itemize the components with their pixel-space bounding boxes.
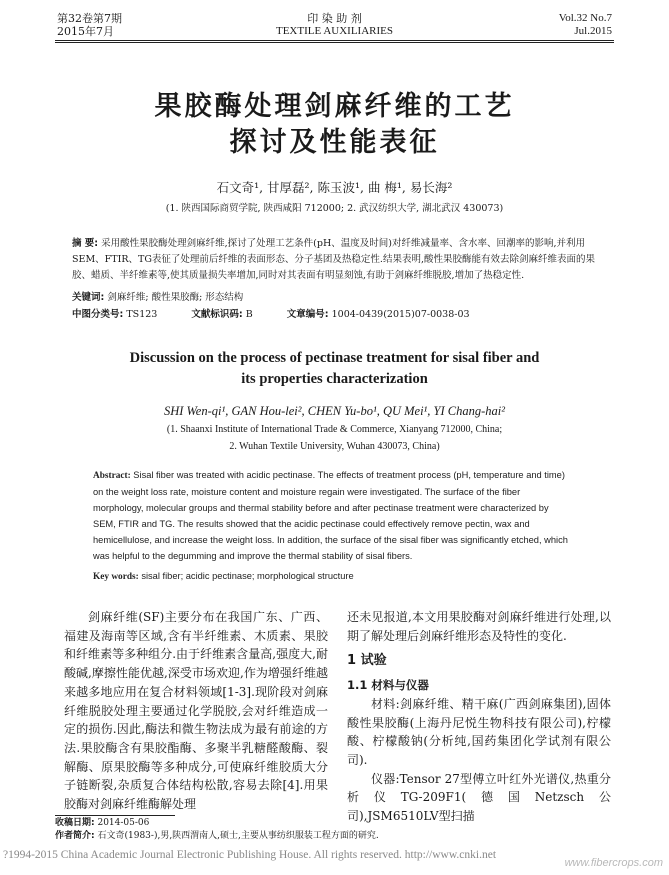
doc-code-value: B bbox=[245, 309, 253, 320]
author-bio-label: 作者简介: bbox=[55, 831, 95, 841]
received-date: 2014-05-06 bbox=[97, 818, 150, 828]
watermark-url: www.fibercrops.com bbox=[564, 857, 663, 869]
keywords-en bbox=[93, 568, 573, 585]
section-1-1-heading: 1.1 材料与仪器 bbox=[347, 678, 429, 693]
cls-label: 中图分类号: bbox=[72, 309, 124, 320]
abstract-en bbox=[93, 467, 573, 564]
classification-line bbox=[72, 307, 597, 323]
received-label: 收稿日期: bbox=[55, 818, 95, 828]
affiliation-en-2: 2. Wuhan Textile University, Wuhan 430073, China) bbox=[229, 441, 440, 452]
header-rule bbox=[55, 40, 614, 41]
keywords-en-text: sisal fiber; acidic pectinase; morphological structure bbox=[141, 571, 354, 581]
title-cn-line2: 探讨及性能表征 bbox=[229, 127, 440, 158]
copyright-line: ?1994-2015 China Academic Journal Electronic Publishing House. All rights reserved. http://www.cnki.net bbox=[3, 849, 497, 861]
section-1-heading: 1 试验 bbox=[347, 653, 387, 669]
title-cn-line1: 果胶酶处理剑麻纤维的工艺 bbox=[154, 91, 515, 122]
abstract-en-text: Sisal fiber was treated with acidic pectinase. The effects of treatment process (pH, temperature and time) on the weight loss rate, moisture content and moisture regain were investigated. The surface of the fiber morphology, molecular groups and thermal stability before and after pectinase treatment were characterized by SEM, FTIR and TG. The results showed that the acidic pectinase could effectively remove pectin, wax and hemicellulose, and increase the weight loss. In addition, the surface of the sisal fiber was significantly etched, which was helpful to the degumming and improve the thermal stability of sisal fibers. bbox=[93, 470, 568, 561]
instruments-paragraph: 仪器:Tensor 27型傅立叶红外光谱仪,热重分析仪TG-209F1(德国Netzsch公司),JSM6510LV型扫描 bbox=[347, 771, 611, 824]
header-journal-en: TEXTILE AUXILIARIES bbox=[275, 25, 393, 37]
abstract-en-label: Abstract: bbox=[93, 471, 131, 481]
affiliations-cn: (1. 陕西国际商贸学院, 陕西咸阳 712000; 2. 武汉纺织大学, 湖北武汉 430073) bbox=[165, 203, 504, 214]
header-volume-en: Vol.32 No.7 bbox=[558, 12, 612, 24]
body-left-column bbox=[64, 608, 328, 814]
header-rule-thin bbox=[55, 42, 614, 43]
article-no-label: 文章编号: bbox=[286, 309, 329, 320]
article-no-value: 1004-0439(2015)07-0038-03 bbox=[331, 309, 470, 320]
keywords-cn-label: 关键词: bbox=[72, 292, 105, 303]
keywords-en-label: Key words: bbox=[93, 572, 139, 582]
author-bio-text: 石文奇(1983-),男,陕西渭南人,硕士,主要从事纺织服装工程方面的研究. bbox=[97, 831, 379, 841]
header-date-cn: 2015年7月 bbox=[57, 25, 114, 38]
authors-en: SHI Wen-qi¹, GAN Hou-lei², CHEN Yu-bo¹, QU Mei¹, YI Chang-hai² bbox=[163, 404, 506, 418]
abstract-cn-text: 采用酸性果胶酶处理剑麻纤维,探讨了处理工艺条件(pH、温度及时间)对纤维减量率、含水率、回潮率的影响,并利用SEM、FTIR、TG表征了处理前后纤维的表面形态、分子基团及热稳定性.结果表明,酸性果胶酶能有效去除剑麻纤维表面的果胶、蜡质、半纤维素等,使其质量损失率增加,同时对其表面有明显刻蚀,有助于剑麻纤维脱胶,增加了热稳定性. bbox=[72, 238, 595, 281]
footnote-author bbox=[55, 830, 379, 843]
keywords-cn bbox=[72, 290, 597, 306]
authors-cn: 石文奇¹, 甘厚磊², 陈玉波¹, 曲 梅¹, 易长海² bbox=[216, 180, 453, 195]
cls-value: TS123 bbox=[126, 309, 158, 320]
materials-paragraph: 材料:剑麻纤维、精干麻(广西剑麻集团),固体酸性果胶酶(上海丹尼悦生物科技有限公司),柠檬酸、柠檬酸钠(分析纯,国药集团化学试剂有限公司). bbox=[347, 696, 611, 767]
abstract-cn bbox=[72, 236, 597, 284]
header-journal-cn: 印 染 助 剂 bbox=[307, 12, 362, 25]
footnote-rule bbox=[55, 815, 175, 816]
title-en-line1: Discussion on the process of pectinase treatment for sisal fiber and bbox=[129, 350, 540, 366]
title-en-line2: its properties characterization bbox=[241, 371, 428, 387]
footnote-received bbox=[55, 817, 149, 830]
keywords-cn-text: 剑麻纤维; 酸性果胶酶; 形态结构 bbox=[107, 292, 244, 303]
affiliation-en-1: (1. Shaanxi Institute of International Trade & Commerce, Xianyang 712000, China; bbox=[166, 424, 503, 435]
body-right-column bbox=[347, 608, 611, 826]
intro-paragraph-cont: 还未见报道,本文用果胶酶对剑麻纤维进行处理,以期了解处理后剑麻纤维形态及特性的变化. bbox=[347, 610, 611, 643]
header-volume-cn: 第32卷第7期 bbox=[57, 12, 122, 25]
intro-paragraph: 剑麻纤维(SF)主要分布在我国广东、广西、福建及海南等区域,含有半纤维素、木质素、果胶和纤维素等多种组分.由于纤维素含量高,强度大,耐酸碱,摩擦性能优越,深受市场欢迎,作为增强纤维越来越多地应用在复合材料领域[1-3].现阶段对剑麻纤维脱胶处理主要通过化学脱胶,会对纤维造成一定的损伤.因此,酶法和微生物法成为最有前途的方法.果胶酶含有果胶酯酶、多聚半乳糖醛酸酶、裂解酶、原果胶酶等多种成分,可使麻纤维胶质大分子链断裂,杂质复合体结构松散,容易去除[4].用果胶酶对剑麻纤维酶解处理 bbox=[64, 610, 328, 812]
doc-code-label: 文献标识码: bbox=[191, 309, 243, 320]
abstract-cn-label: 摘 要: bbox=[72, 238, 99, 249]
header-date-en: Jul.2015 bbox=[574, 25, 612, 37]
